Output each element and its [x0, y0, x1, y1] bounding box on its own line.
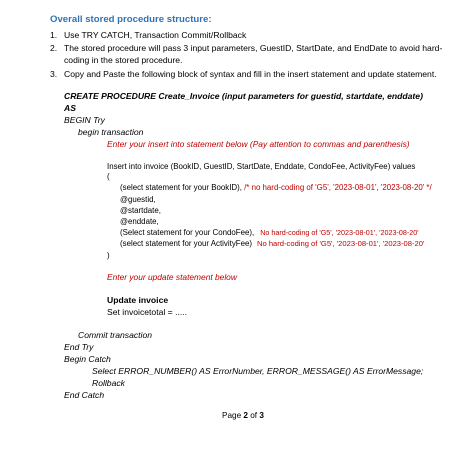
end-try-line: End Try — [64, 342, 94, 352]
step-2-text-line1: The stored procedure will pass 3 input parameters, GuestID, StartDate, and EndDate to avoid hard- — [64, 43, 443, 53]
as-keyword: AS — [64, 103, 76, 113]
step-1-number: 1. — [50, 30, 58, 40]
begin-try-line: BEGIN Try — [64, 115, 105, 125]
page-total: 3 — [259, 411, 264, 420]
page-middle: of — [247, 411, 260, 420]
create-procedure-line: CREATE PROCEDURE Create_Invoice (input parameters for guestid, startdate, enddate) — [64, 91, 423, 101]
select-activityfee-note: No hard-coding of 'G5', '2023-08-01', '2023-08-20' — [257, 239, 425, 248]
startdate-param: @startdate, — [120, 206, 161, 215]
step-3-text: Copy and Paste the following block of syntax and fill in the insert statement and update statement. — [64, 69, 437, 79]
open-paren: ( — [107, 172, 110, 181]
select-condofee-line — [120, 229, 419, 237]
select-bookid-note: /* no hard-coding of 'G5', '2023-08-01', '2023-08-20' */ — [244, 183, 432, 192]
begin-catch-line: Begin Catch — [64, 354, 111, 364]
step-1-text: Use TRY CATCH, Transaction Commit/Rollback — [64, 30, 247, 40]
select-activityfee-text: (select statement for your ActivityFee) — [120, 239, 252, 248]
select-activityfee-line — [120, 240, 424, 248]
step-3-number: 3. — [50, 69, 58, 79]
guestid-param: @guestid, — [120, 195, 156, 204]
begin-transaction-line: begin transaction — [78, 127, 144, 137]
close-paren: ) — [107, 251, 110, 260]
step-2-text-line2: coding in the stored procedure. — [64, 55, 183, 65]
page-number-footer — [222, 412, 264, 420]
commit-transaction-line: Commit transaction — [78, 330, 153, 340]
insert-into-line: Insert into invoice (BookID, GuestID, StartDate, Enddate, CondoFee, ActivityFee) values — [107, 162, 416, 171]
section-heading: Overall stored procedure structure: — [50, 14, 212, 25]
step-2-number: 2. — [50, 43, 58, 53]
rollback-line: Rollback — [92, 378, 125, 388]
enddate-param: @enddate, — [120, 217, 159, 226]
set-invoicetotal-line: Set invoicetotal = ..... — [107, 307, 188, 317]
update-instruction: Enter your update statement below — [107, 272, 237, 282]
select-bookid-text: (select statement for your BookID), — [120, 183, 245, 192]
page-current: 2 — [243, 411, 248, 420]
page-prefix: Page — [222, 411, 244, 420]
select-bookid-line — [120, 184, 432, 192]
select-condofee-text: (Select statement for your CondoFee), — [120, 228, 255, 237]
select-condofee-note: No hard-coding of 'G5', '2023-08-01', '2023-08-20' — [260, 228, 419, 237]
insert-instruction: Enter your insert into statement below (Pay attention to commas and parenthesis) — [107, 139, 410, 149]
end-catch-line: End Catch — [64, 390, 105, 400]
select-error-line: Select ERROR_NUMBER() AS ErrorNumber, ERROR_MESSAGE() AS ErrorMessage; — [92, 366, 424, 376]
update-invoice-line: Update invoice — [107, 295, 169, 305]
